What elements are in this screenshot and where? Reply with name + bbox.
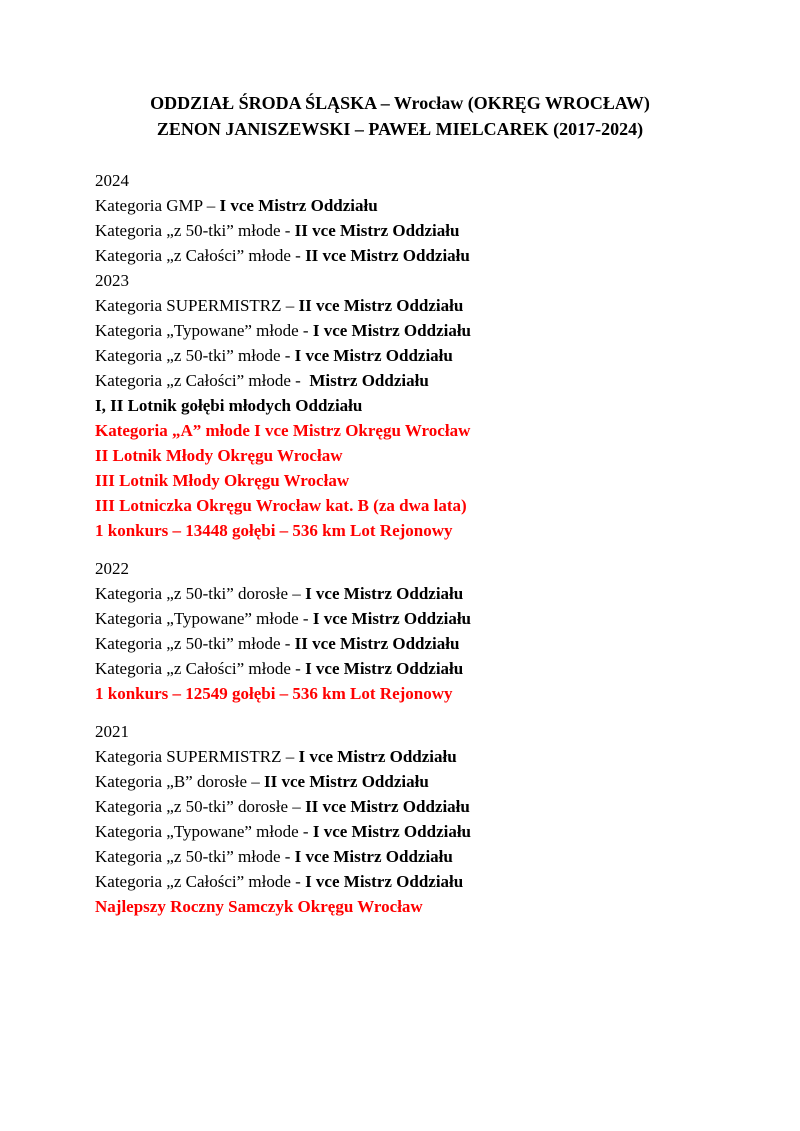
okreg-achievement-text: Najlepszy Roczny Samczyk Okręgu Wrocław: [95, 897, 423, 916]
result-text: II vce Mistrz Oddziału: [305, 246, 470, 265]
achievement-line: [95, 844, 705, 869]
achievement-line: [95, 581, 705, 606]
category-text: Kategoria „z 50-tki” młode -: [95, 221, 295, 240]
year-section-2024: [95, 168, 705, 268]
category-text: Kategoria „z Całości” młode -: [95, 659, 306, 678]
category-text: Kategoria „z Całości” młode -: [95, 872, 306, 891]
okreg-achievement-text: 1 konkurs – 13448 gołębi – 536 km Lot Rejonowy: [95, 521, 453, 540]
achievement-line: [95, 218, 705, 243]
result-text: I vce Mistrz Oddziału: [312, 609, 472, 628]
achievement-line: [95, 631, 705, 656]
okreg-achievement-text: III Lotnik Młody Okręgu Wrocław: [95, 471, 350, 490]
category-text: Kategoria „z 50-tki” młode -: [95, 847, 295, 866]
achievement-line: [95, 468, 705, 493]
achievement-line: [95, 894, 705, 919]
document-title-line2: ZENON JANISZEWSKI – PAWEŁ MIELCAREK (2017-2024): [156, 119, 644, 139]
achievement-line: [95, 769, 705, 794]
result-text: II vce Mistrz Oddziału: [264, 772, 429, 791]
result-text: I vce Mistrz Oddziału: [294, 346, 453, 365]
achievement-line: [95, 869, 705, 894]
achievement-line: [95, 819, 705, 844]
result-text: I vce Mistrz Oddziału: [305, 659, 464, 678]
achievement-line: [95, 368, 705, 393]
okreg-achievement-text: 1 konkurs – 12549 gołębi – 536 km Lot Rejonowy: [95, 684, 453, 703]
category-text: Kategoria SUPERMISTRZ –: [95, 296, 299, 315]
result-text: I vce Mistrz Oddziału: [294, 847, 453, 866]
okreg-achievement-text: II Lotnik Młody Okręgu Wrocław: [95, 446, 343, 465]
year-section-2023: [95, 268, 705, 543]
sections-container: [95, 168, 705, 919]
okreg-achievement-text: Kategoria „A” młode I vce Mistrz Okręgu Wrocław: [95, 421, 471, 440]
achievement-line: [95, 681, 705, 706]
year-section-2022: [95, 556, 705, 706]
category-text: Kategoria „z 50-tki” dorosłe –: [95, 797, 306, 816]
category-text: Kategoria „Typowane” młode -: [95, 822, 313, 841]
achievement-line: [95, 744, 705, 769]
result-text: I vce Mistrz Oddziału: [312, 822, 472, 841]
category-text: Kategoria „Typowane” młode -: [95, 609, 313, 628]
achievement-line: [95, 656, 705, 681]
achievement-line: [95, 193, 705, 218]
category-text: Kategoria „z Całości” młode -: [95, 371, 310, 390]
okreg-achievement-text: III Lotniczka Okręgu Wrocław kat. B (za dwa lata): [95, 496, 467, 515]
result-text: Mistrz Oddziału: [309, 371, 429, 390]
achievement-line: [95, 493, 705, 518]
achievement-line: [95, 443, 705, 468]
achievement-line: [95, 293, 705, 318]
document-title: [95, 90, 705, 142]
achievement-line: [95, 418, 705, 443]
achievement-line: [95, 606, 705, 631]
result-text: II vce Mistrz Oddziału: [305, 797, 470, 816]
achievement-line: [95, 343, 705, 368]
year-heading: 2024: [95, 171, 129, 190]
result-text: II vce Mistrz Oddziału: [294, 221, 460, 240]
category-text: Kategoria „z 50-tki” dorosłe –: [95, 584, 306, 603]
achievement-line: [95, 318, 705, 343]
year-heading: 2021: [95, 722, 129, 741]
year-heading: 2023: [95, 271, 129, 290]
category-text: Kategoria „z Całości” młode -: [95, 246, 306, 265]
achievement-line: [95, 243, 705, 268]
document-title-line1: ODDZIAŁ ŚRODA ŚLĄSKA – Wrocław (OKRĘG WROCŁAW): [150, 93, 650, 113]
result-text: I vce Mistrz Oddziału: [312, 321, 472, 340]
category-text: Kategoria GMP –: [95, 196, 220, 215]
result-text: I, II Lotnik gołębi młodych Oddziału: [95, 396, 363, 415]
result-text: II vce Mistrz Oddziału: [298, 296, 464, 315]
result-text: I vce Mistrz Oddziału: [298, 747, 457, 766]
result-text: I vce Mistrz Oddziału: [219, 196, 378, 215]
year-heading: 2022: [95, 559, 129, 578]
category-text: Kategoria „z 50-tki” młode -: [95, 346, 295, 365]
achievement-line: [95, 518, 705, 543]
category-text: Kategoria „Typowane” młode -: [95, 321, 313, 340]
achievement-line: [95, 393, 705, 418]
category-text: Kategoria SUPERMISTRZ –: [95, 747, 299, 766]
achievement-line: [95, 794, 705, 819]
result-text: II vce Mistrz Oddziału: [294, 634, 460, 653]
result-text: I vce Mistrz Oddziału: [305, 584, 464, 603]
year-section-2021: [95, 719, 705, 919]
result-text: I vce Mistrz Oddziału: [305, 872, 464, 891]
category-text: Kategoria „z 50-tki” młode -: [95, 634, 295, 653]
category-text: Kategoria „B” dorosłe –: [95, 772, 264, 791]
